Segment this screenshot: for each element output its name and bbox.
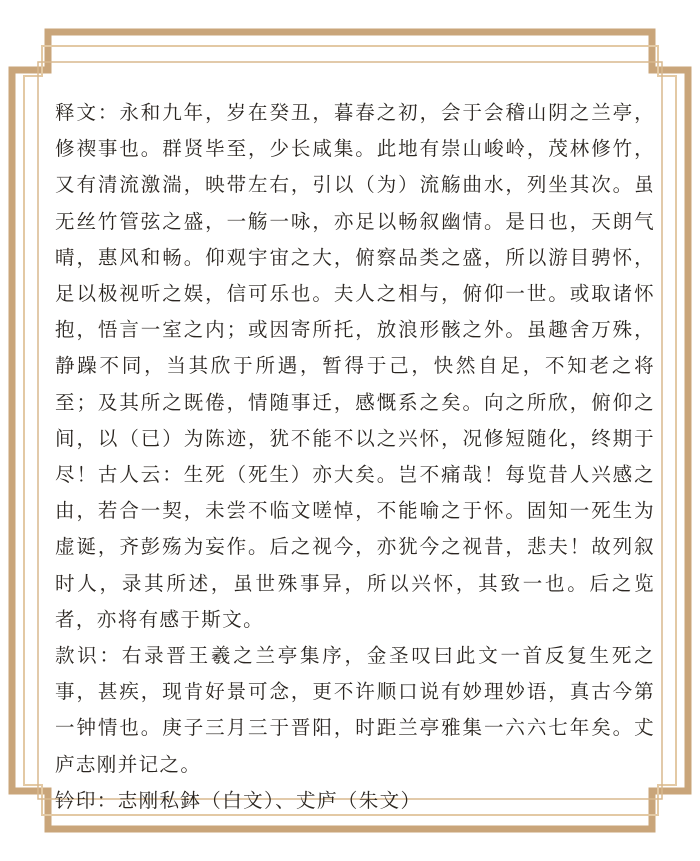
transcription-body: 永和九年，岁在癸丑，暮春之初，会于会稽山阴之兰亭，修禊事也。群贤毕至，少长咸集。此地有崇山峻岭，茂林修竹，又有清流激湍，映带左右，引以（为）流觞曲水，列坐其次。虽无丝竹管弦之盛，一觞一咏，亦足以畅叙幽情。是日也，天朗气晴，惠风和畅。仰观宇宙之大，俯察品类之盛，所以游目骋怀，足以极视听之娱，信可乐也。夫人之相与，俯仰一世。或取诸怀抱，悟言一室之内；或因寄所托，放浪形骸之外。虽趣舍万殊，静躁不同，当其欣于所遇，暂得于己，快然自足，不知老之将至；及其所之既倦，情随事迁，感慨系之矣。向之所欣，俯仰之间，以（已）为陈迹，犹不能不以之兴怀，况修短随化，终期于尽！古人云：生死（死生）亦大矣。岂不痛哉！每览昔人兴感之由，若合一契，未尝不临文嗟悼，不能喻之于怀。固知一死生为虚诞，齐彭殇为妄作。后之视今，亦犹今之视昔，悲夫！故列叙时人，录其所述，虽世殊事异，所以兴怀，其致一也。后之览者，亦将有感于斯文。 xyxy=(55,101,655,631)
transcription-label: 释文： xyxy=(55,101,120,124)
seals-paragraph xyxy=(55,783,655,819)
inscription-paragraph xyxy=(55,638,655,783)
seals-label: 钤印： xyxy=(55,788,118,812)
seals-body: 志刚私鉢（白文）、𠀋庐（朱文） xyxy=(117,788,422,812)
inscription-label: 款识： xyxy=(55,644,122,668)
transcript-text xyxy=(55,95,655,819)
inscription-body: 右录晋王羲之兰亭集序，金圣叹曰此文一首反复生死之事，甚疾，现肯好景可念，更不许顺口说有妙理妙语，真古今第一钟情也。庚子三月三于晋阳，时距兰亭雅集一六六七年矣。𠀋庐志刚并记之。 xyxy=(55,644,655,776)
transcription-paragraph xyxy=(55,95,655,638)
